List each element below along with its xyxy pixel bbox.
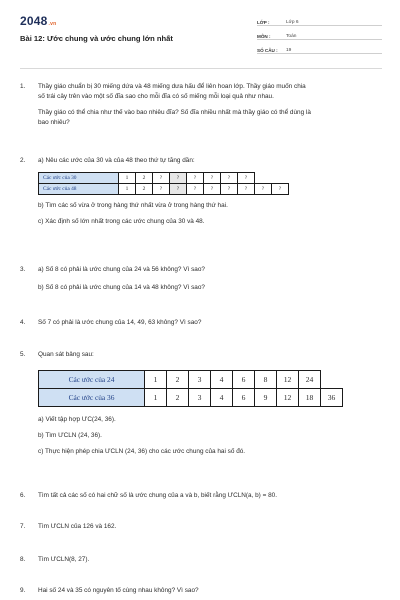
question-number: 5. [20,351,26,358]
header-divider [20,68,382,69]
question-text: số trái cây trên vào một số đĩa sao cho mỗi đĩa có số miếng mỗi loại quả như nhau. [38,93,274,100]
question-number: 3. [20,266,26,273]
question-text: Quan sát bảng sau: [38,351,94,358]
question-part-c: c) Xác định số lớn nhất trong các ước chung của 30 và 48. [38,218,205,225]
table-cell: 12 [277,389,299,407]
table-cell: ? [170,173,187,184]
table-cell: 1 [119,173,136,184]
table-cell: ? [255,184,272,195]
question-number: 8. [20,556,26,563]
question-number: 1. [20,83,26,90]
question-part-b: b) Tìm các số vừa ở trong hàng thứ nhất vừa ở trong hàng thứ hai. [38,202,228,209]
table-cell: 18 [299,389,321,407]
table-cell: 2 [167,371,189,389]
table-cell: 2 [136,184,153,195]
table-cell: 24 [299,371,321,389]
meta-panel [257,14,382,56]
meta-key: SỐ CÂU : [257,48,278,53]
table-cell: ? [221,184,238,195]
table-cell: ? [187,173,204,184]
question-part-b: b) Tìm ƯCLN (24, 36). [38,432,102,439]
divisors-table-24-36 [38,370,343,407]
meta-row-subject [257,28,382,40]
question-text: Tìm tất cả các số có hai chữ số là ước chung của a và b, biết rằng ƯCLN(a, b) = 80. [38,492,277,499]
question-text: Thầy giáo chuẩn bị 30 miếng dứa và 48 miếng dưa hấu để liên hoan lớp. Thầy giáo muốn chia [38,83,306,90]
question-text: Số 7 có phải là ước chung của 14, 49, 63 không? Vì sao? [38,319,202,326]
meta-row-count [257,42,382,54]
question-part-a: a) Viết tập hợp ƯC(24, 36). [38,416,116,423]
meta-value: Lớp 6 [286,20,299,25]
table-cell: ? [221,173,238,184]
question-number: 7. [20,523,26,530]
table-cell: ? [170,184,187,195]
meta-key: MÔN : [257,34,271,39]
table-row [39,173,289,184]
site-logo[interactable]: 2048.vn [20,14,57,28]
table-cell: ? [204,184,221,195]
question-number: 2. [20,157,26,164]
question-number: 9. [20,587,26,594]
question-text: Tìm ƯCLN của 126 và 162. [38,523,117,530]
question-text: Tìm ƯCLN(8, 27). [38,556,90,563]
table-cell: ? [238,184,255,195]
lesson-title: Bài 12: Ước chung và ước chung lớn nhất [20,34,173,43]
table-cell: 8 [255,371,277,389]
divisors-table-30-48 [38,172,289,195]
question-number: 6. [20,492,26,499]
table-cell: ? [204,173,221,184]
row-label: Các ước của 24 [39,371,145,389]
table-cell: 1 [119,184,136,195]
row-label: Các ước của 36 [39,389,145,407]
table-cell: ? [153,173,170,184]
meta-key: LỚP : [257,20,270,25]
table-cell: 9 [255,389,277,407]
table-row [39,389,343,407]
table-cell: 3 [189,389,211,407]
table-cell: 4 [211,371,233,389]
table-cell: ? [187,184,204,195]
row-label: Các ước của 48 [39,184,119,195]
worksheet-header [20,12,382,62]
table-row [39,371,343,389]
table-cell: 36 [321,389,343,407]
row-label: Các ước của 30 [39,173,119,184]
table-cell: 12 [277,371,299,389]
table-cell: 6 [233,371,255,389]
question-text: bao nhiêu? [38,119,70,126]
question-part-a: a) Số 8 có phải là ước chung của 24 và 56 không? Vì sao? [38,266,205,273]
question-part-c: c) Thực hiện phép chia ƯCLN (24, 36) cho các ước chung của hai số đó. [38,448,246,455]
question-number: 4. [20,319,26,326]
table-cell: ? [272,184,289,195]
table-cell: 4 [211,389,233,407]
meta-value: 19 [286,48,292,53]
meta-value: Toán [286,34,297,39]
question-text: Hai số 24 và 35 có nguyên tố cùng nhau không? Vì sao? [38,587,199,594]
question-text: Thầy giáo có thể chia như thế vào bao nhiêu đĩa? Số đĩa nhiều nhất mà thầy giáo có thể dùng là [38,109,311,116]
table-cell: ? [153,184,170,195]
table-cell: 6 [233,389,255,407]
table-cell: ? [238,173,255,184]
table-cell: 2 [167,389,189,407]
table-cell: 3 [189,371,211,389]
table-cell: 2 [136,173,153,184]
table-row [39,184,289,195]
table-cell: 1 [145,389,167,407]
question-part-a: a) Nêu các ước của 30 và của 48 theo thứ tự tăng dần: [38,157,195,164]
table-cell: 1 [145,371,167,389]
meta-row-class [257,14,382,26]
question-part-b: b) Số 8 có phải là ước chung của 14 và 48 không? Vì sao? [38,284,205,291]
